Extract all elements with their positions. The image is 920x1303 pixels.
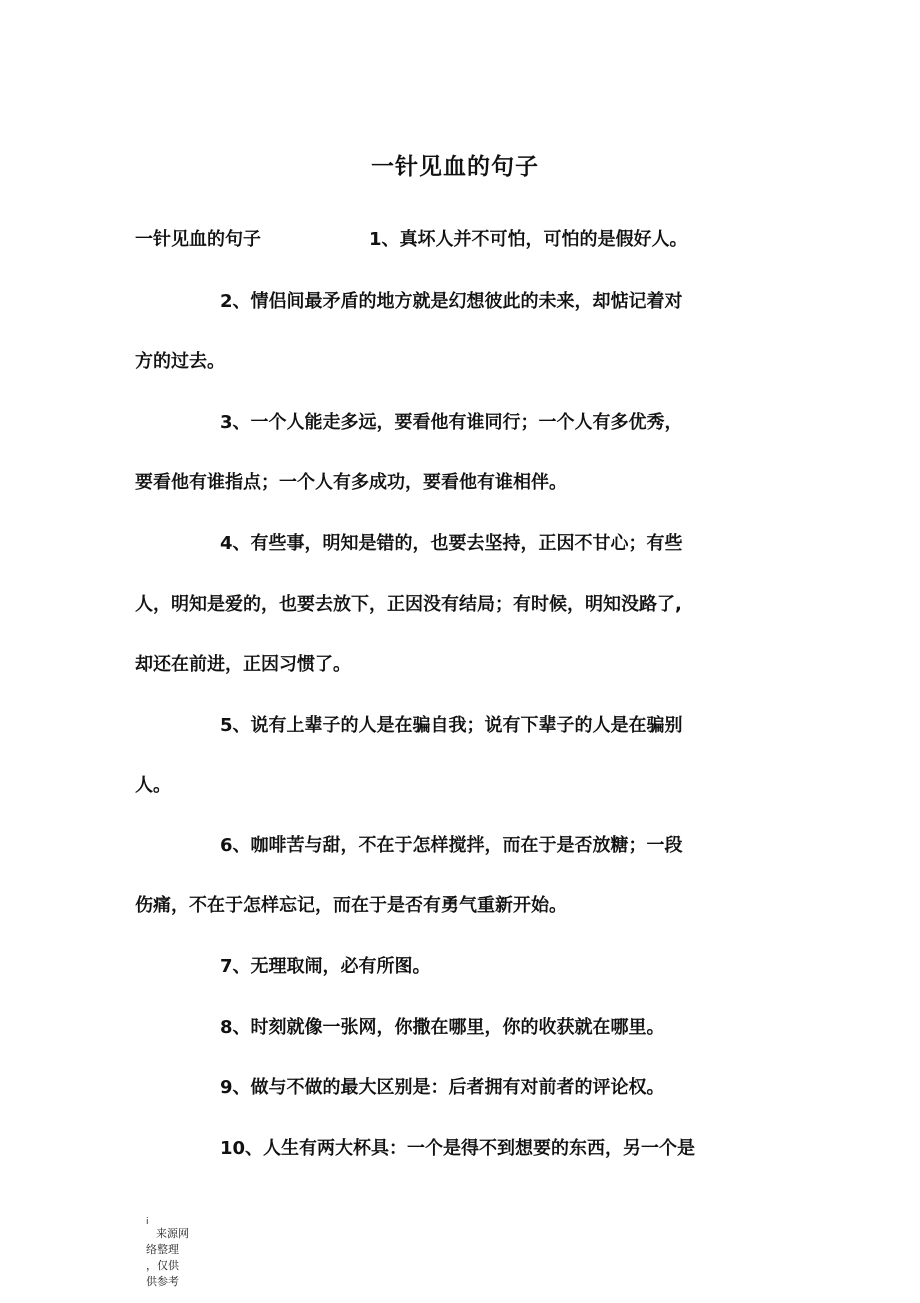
- sentence-1: 1、真坏人并不可怕，可怕的是假好人。: [369, 229, 688, 250]
- sentence-7: 7、无理取闹，必有所图。: [220, 956, 431, 977]
- source-footnote: [146, 1214, 189, 1290]
- sentence-6-line-2: 伤痛，不在于怎样忘记，而在于是否有勇气重新开始。: [135, 895, 567, 916]
- footnote-mark: i: [146, 1217, 149, 1227]
- document-title: 一针见血的句子: [371, 154, 539, 180]
- sentence-2-line-2: 方的过去。: [135, 351, 225, 372]
- sentence-3-line-2: 要看他有谁指点；一个人有多成功，要看他有谁相伴。: [135, 472, 567, 493]
- sentence-3-line-1: 3、一个人能走多远，要看他有谁同行；一个人有多优秀，: [220, 412, 683, 433]
- sentence-5-line-2: 人。: [135, 775, 171, 796]
- footnote-line-1: 来源网: [156, 1227, 189, 1240]
- footnote-line-2: 络整理: [146, 1243, 179, 1256]
- sentence-4-line-3: 却还在前进，正因习惯了。: [135, 654, 351, 675]
- footnote-line-4: 供参考: [146, 1275, 179, 1288]
- sentence-6-line-1: 6、咖啡苦与甜，不在于怎样搅拌，而在于是否放糖；一段: [220, 835, 683, 856]
- intro-heading: 一针见血的句子: [135, 229, 261, 250]
- sentence-10-line-1: 10、人生有两大杯具：一个是得不到想要的东西，另一个是: [220, 1138, 696, 1159]
- sentence-8: 8、时刻就像一张网，你撒在哪里，你的收获就在哪里。: [220, 1017, 665, 1038]
- sentence-4-line-1: 4、有些事，明知是错的，也要去坚持，正因不甘心；有些: [220, 533, 683, 554]
- sentence-2-line-1: 2、情侣间最矛盾的地方就是幻想彼此的未来，却惦记着对: [220, 291, 683, 312]
- sentence-5-line-1: 5、说有上辈子的人是在骗自我；说有下辈子的人是在骗别: [220, 715, 683, 736]
- sentence-4-line-2: 人，明知是爱的，也要去放下，正因没有结局；有时候，明知没路了,: [135, 594, 682, 615]
- footnote-line-3: ，仅供: [146, 1259, 179, 1272]
- sentence-9: 9、做与不做的最大区别是：后者拥有对前者的评论权。: [220, 1077, 665, 1098]
